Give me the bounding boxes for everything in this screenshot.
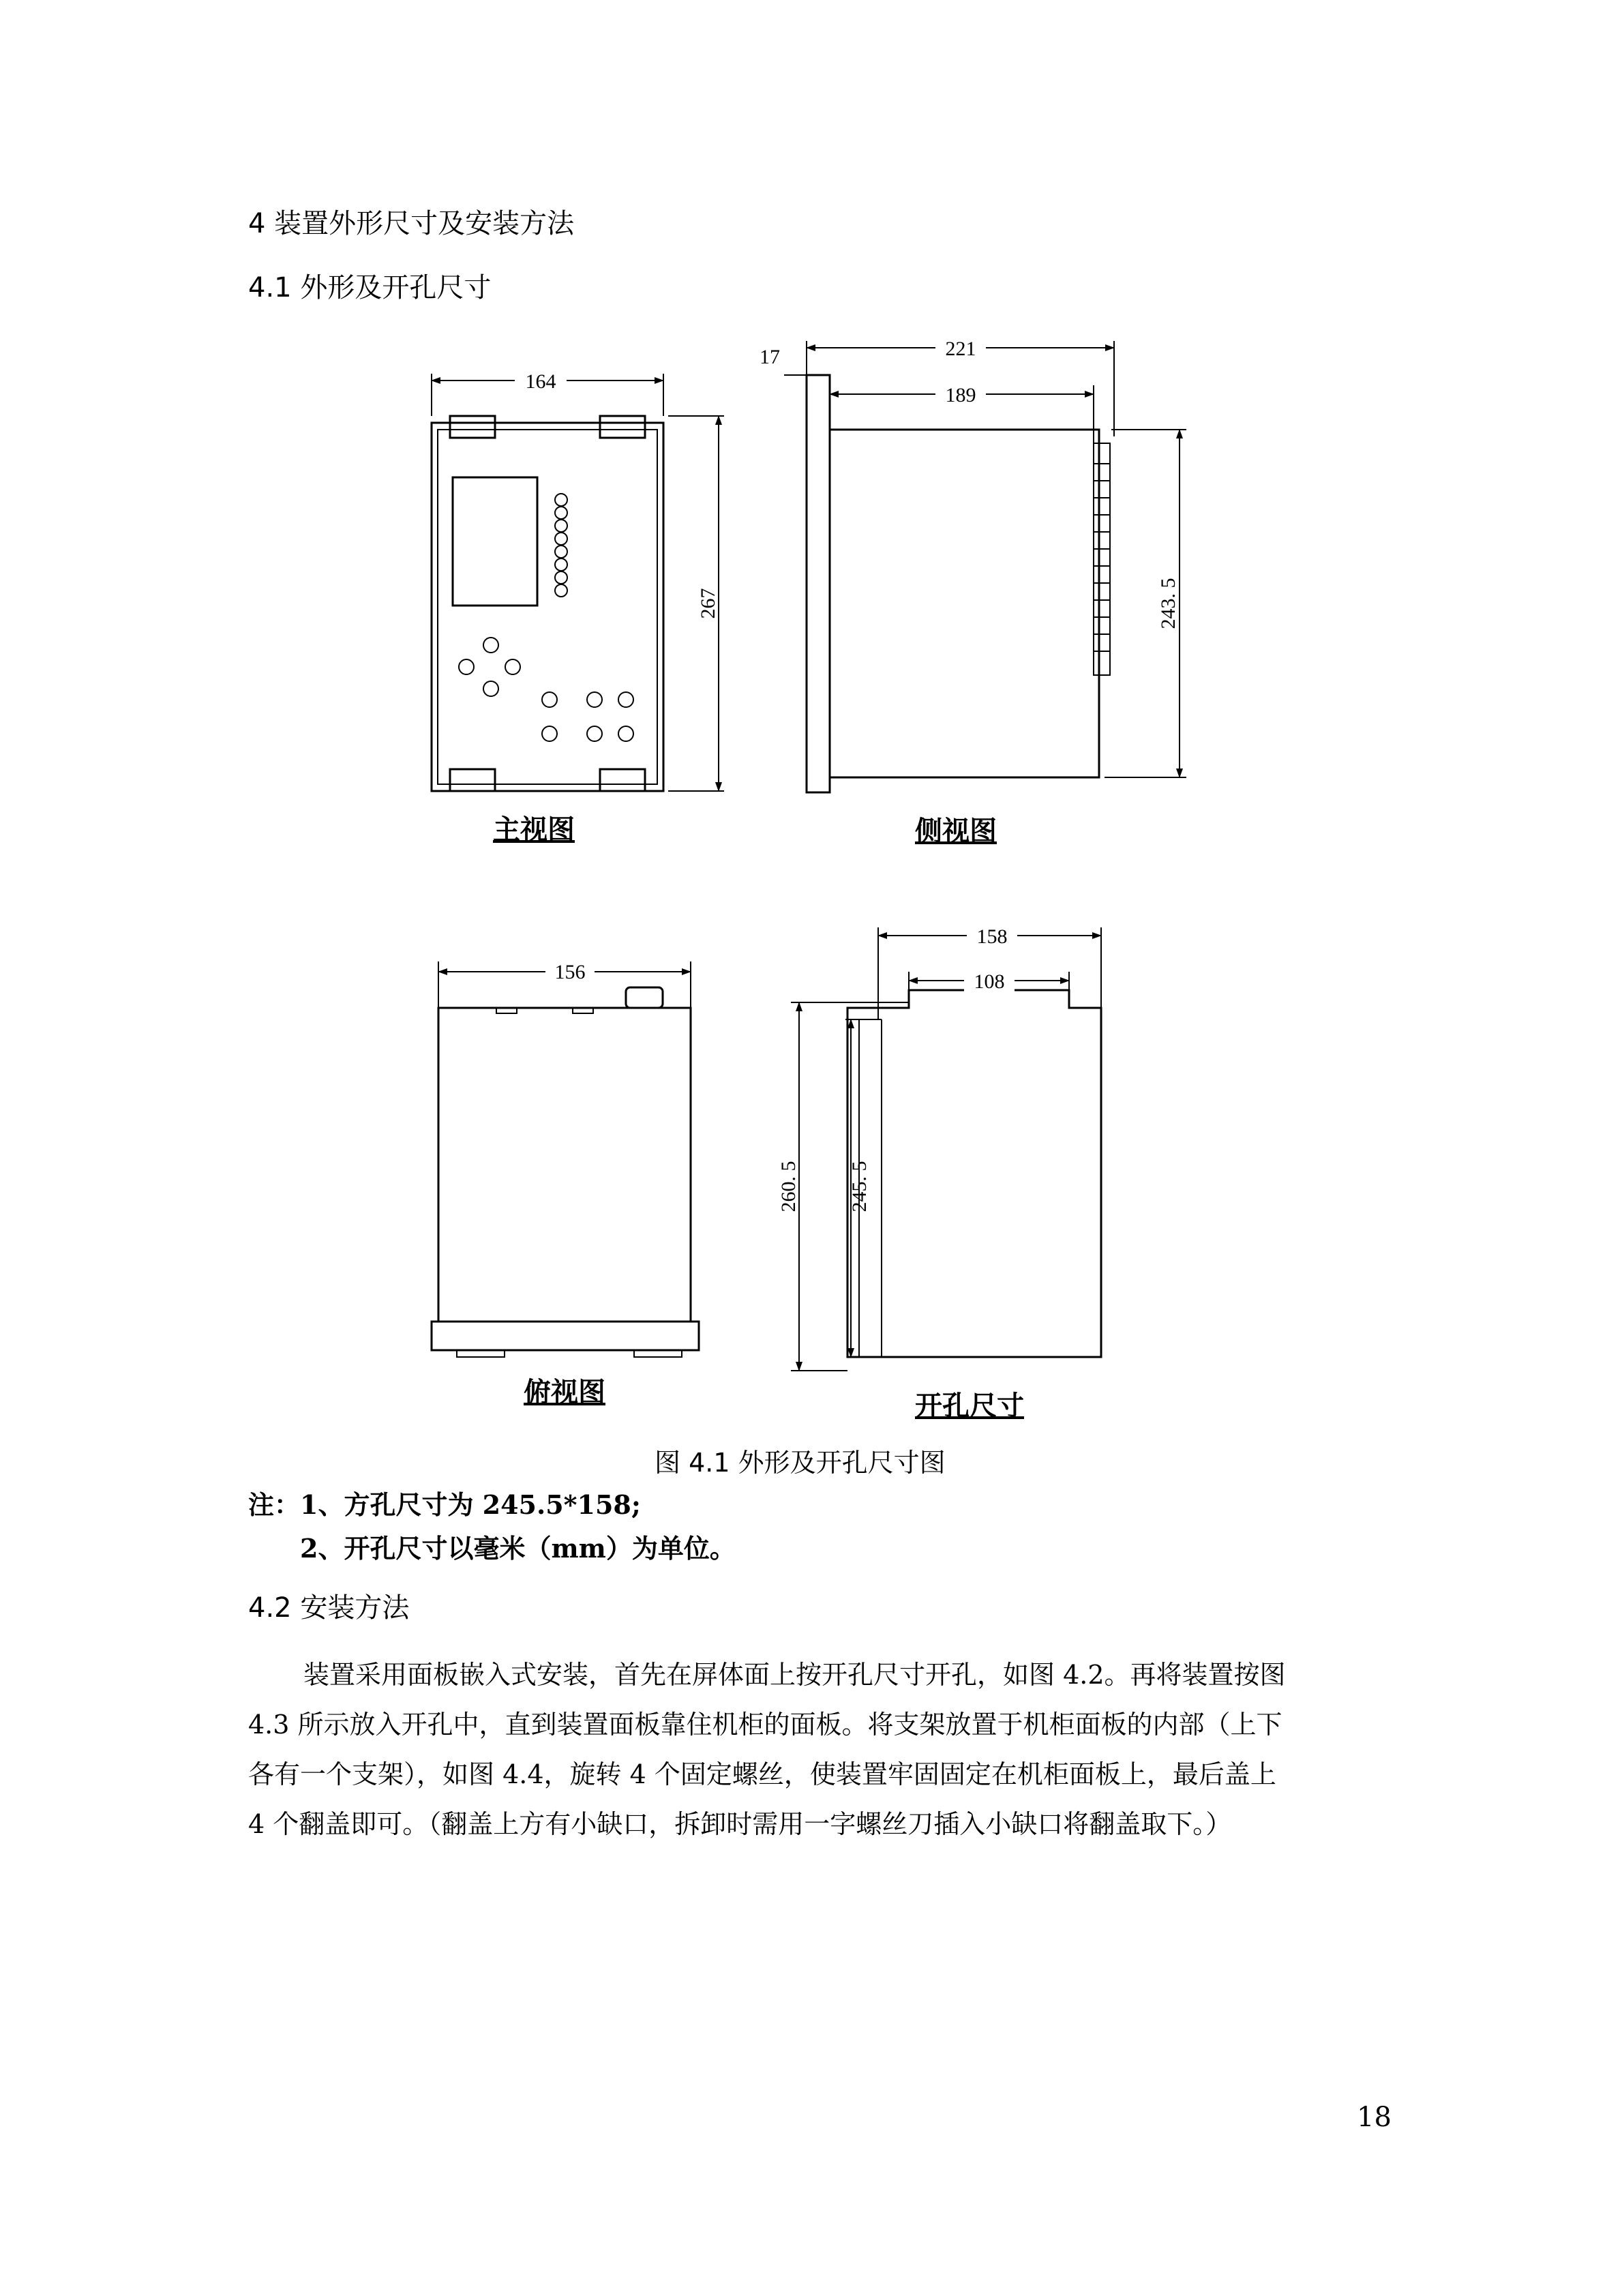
cutout-inner-height-dim: 245. 5	[848, 1161, 871, 1212]
paragraph-line-4: 4 个翻盖即可。（翻盖上方有小缺口，拆卸时需用一字螺丝刀插入小缺口将翻盖取下。）	[248, 1809, 1232, 1839]
paragraph-line-1: 装置采用面板嵌入式安装，首先在屏体面上按开孔尺寸开孔，如图 4.2。再将装置按图	[303, 1660, 1286, 1690]
side-view-label: 侧视图	[915, 816, 997, 847]
cutout-outer-width-dim: 158	[976, 925, 1008, 948]
front-view	[432, 374, 724, 791]
top-width-dim: 156	[554, 961, 586, 983]
side-depth-body-dim: 189	[945, 384, 976, 406]
paragraph-line-3: 各有一个支架），如图 4.4，旋转 4 个固定螺丝，使装置牢固固定在机柜面板上，最后盖上	[248, 1759, 1276, 1789]
page-number: 18	[1357, 2102, 1392, 2133]
front-view-label: 主视图	[493, 814, 575, 846]
side-panel-dim: 17	[760, 346, 780, 368]
note-line-1: 注：1、方孔尺寸为 245.5*158;	[248, 1489, 641, 1520]
figure-caption: 图 4.1 外形及开孔尺寸图	[655, 1448, 946, 1478]
top-view	[432, 961, 699, 1357]
paragraph-line-2: 4.3 所示放入开孔中，直到装置面板靠住机柜的面板。将支架放置于机柜面板的内部（上下	[248, 1710, 1282, 1740]
section-heading: 4 装置外形尺寸及安装方法	[248, 208, 575, 239]
top-view-label: 俯视图	[524, 1377, 605, 1408]
front-height-dim: 267	[697, 588, 719, 619]
subsection-heading-4-2: 4.2 安装方法	[248, 1592, 410, 1624]
side-view	[784, 341, 1186, 792]
side-depth-total-dim: 221	[945, 338, 976, 360]
side-height-dim: 243. 5	[1157, 578, 1180, 629]
front-width-dim: 164	[525, 370, 556, 393]
cutout-outer-height-dim: 260. 5	[777, 1161, 800, 1212]
note-line-2: 2、开孔尺寸以毫米（mm）为单位。	[300, 1533, 736, 1564]
subsection-heading-4-1: 4.1 外形及开孔尺寸	[248, 272, 492, 303]
cutout-view	[791, 927, 1101, 1371]
cutout-view-label: 开孔尺寸	[915, 1390, 1024, 1422]
cutout-inner-width-dim: 108	[974, 970, 1005, 993]
